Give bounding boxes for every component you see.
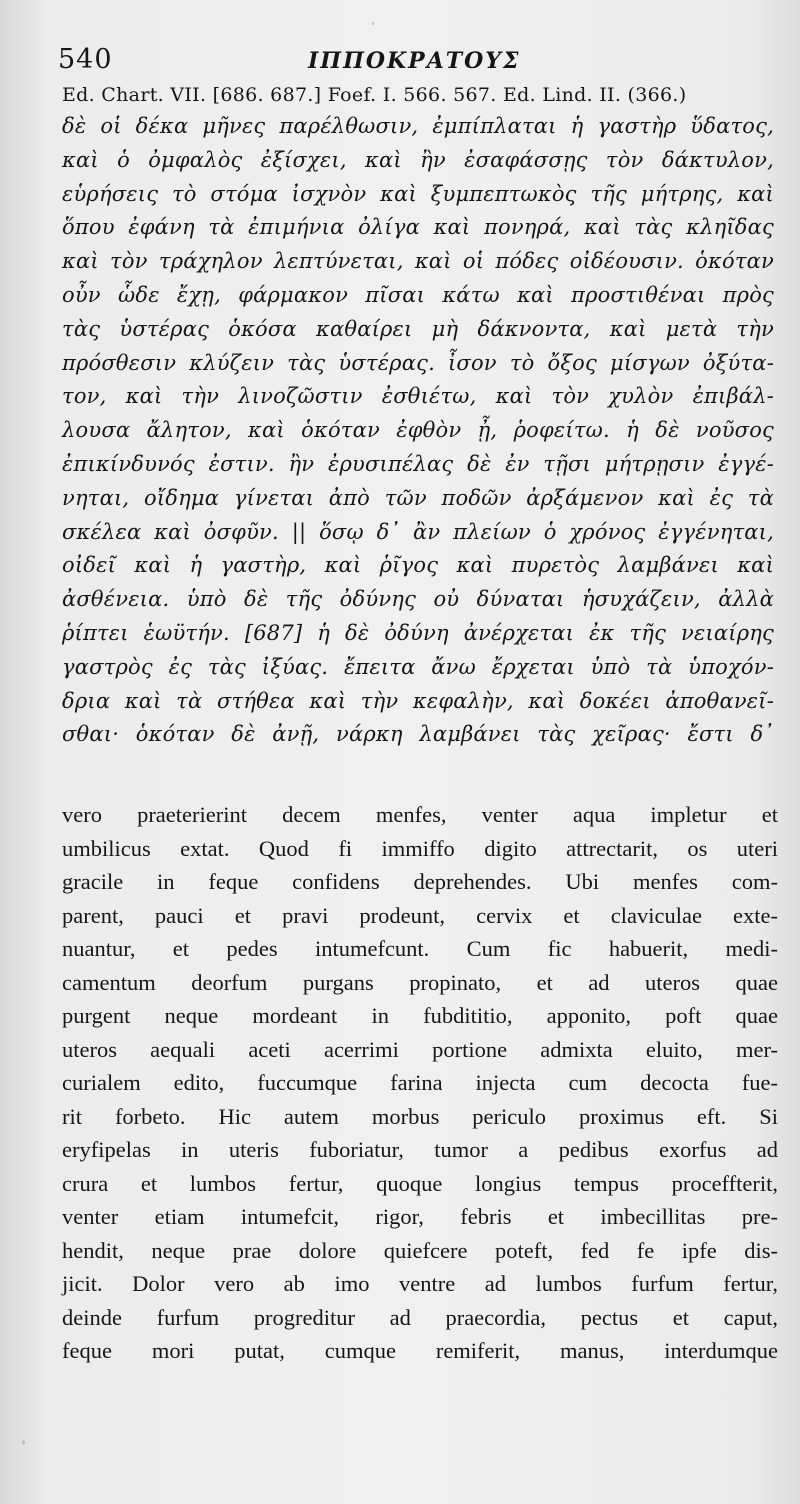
greek-line: σκέλεα καὶ ὀσφῦν. || ὅσῳ δ᾽ ἂν πλείων ὁ χρόνος ἐγγένηται, [62, 519, 774, 544]
greek-line: εὑρήσεις τὸ στόμα ἰσχνὸν καὶ ξυμπεπτωκὸς τῆς μήτρης, καὶ [62, 181, 774, 206]
latin-line: purgent neque mordeant in fubdititio, apponito, poft quae [62, 1003, 778, 1028]
greek-line: ῥίπτει ἑωϋτήν. [687] ἡ δὲ ὀδύνη ἀνέρχεται ἐκ τῆς νειαίρης [62, 620, 774, 645]
latin-text-block [62, 798, 778, 1368]
greek-line: ἀσθένεια. ὑπὸ δὲ τῆς ὀδύνης οὐ δύναται ἡσυχάζειν, ἀλλὰ [62, 587, 774, 612]
latin-line: curialem edito, fuccumque farina injecta cum decocta fue- [62, 1070, 778, 1095]
greek-line: νηται, οἴδημα γίνεται ἀπὸ τῶν ποδῶν ἀρξάμενον καὶ ἐς τὰ [62, 485, 774, 510]
greek-line: ὅπου ἐφάνη τὰ ἐπιμήνια ὀλίγα καὶ πονηρά, καὶ τὰς κληῖδας [62, 215, 774, 240]
edition-reference: Ed. Chart. VII. [686. 687.] Foef. I. 566. 567. Ed. Lind. II. (366.) [62, 84, 687, 106]
page-header [58, 38, 770, 78]
latin-line: uteros aequali aceti acerrimi portione admixta eluito, mer- [62, 1036, 778, 1062]
greek-line: τον, καὶ τὴν λινοζῶστιν ἐσθιέτω, καὶ τὸν χυλὸν ἐπιβάλ- [62, 384, 774, 409]
latin-line: vero praeterierint decem menfes, venter aqua impletur et [62, 802, 778, 827]
greek-line: οἰδεῖ καὶ ἡ γαστὴρ, καὶ ῥῖγος καὶ πυρετὸς λαμβάνει καὶ [62, 553, 774, 578]
latin-line: crura et lumbos fertur, quoque longius tempus proceffterit, [62, 1170, 778, 1196]
latin-line: rit forbeto. Hic autem morbus periculo proximus eft. Si [62, 1103, 778, 1129]
latin-line: jicit. Dolor vero ab imo ventre ad lumbos furfum fertur, [62, 1271, 778, 1296]
latin-line: eryfipelas in uteris fuboriatur, tumor a pedibus exorfus ad [62, 1137, 778, 1162]
page-number: 540 [58, 44, 113, 75]
latin-line: camentum deorfum purgans propinato, et ad uteros quae [62, 969, 778, 995]
greek-line: καὶ τὸν τράχηλον λεπτύνεται, καὶ οἱ πόδες οἰδέουσιν. ὁκόταν [62, 249, 774, 274]
latin-line: parent, pauci et pravi prodeunt, cervix et claviculae exte- [62, 902, 778, 928]
running-title: ΙΠΠΟΚΡΑΤΟΥΣ [308, 48, 521, 74]
latin-line: nuantur, et pedes intumefcunt. Cum fic habuerit, medi- [62, 936, 778, 961]
greek-line: σθαι· ὁκόταν δὲ ἀνῇ, νάρκη λαμβάνει τὰς χεῖρας· ἔστι δ᾽ [62, 722, 774, 747]
greek-line: δὲ οἱ δέκα μῆνες παρέλθωσιν, ἐμπίπλαται ἡ γαστὴρ ὕδατος, [62, 114, 774, 138]
paper-blemish [372, 22, 374, 25]
greek-line: ἐπικίνδυνός ἐστιν. ἢν ἐρυσιπέλας δὲ ἐν τῇσι μήτρῃσιν ἐγγέ- [62, 451, 774, 476]
greek-line: τὰς ὑστέρας ὁκόσα καθαίρει μὴ δάκνοντα, καὶ μετὰ τὴν [62, 316, 774, 341]
latin-line: umbilicus extat. Quod fi immiffo digito attrectarit, os uteri [62, 835, 778, 861]
greek-line: δρια καὶ τὰ στήθεα καὶ τὴν κεφαλὴν, καὶ δοκέει ἀποθανεῖ- [62, 688, 774, 713]
latin-line: feque mori putat, cumque remiferit, manus, interdumque [62, 1338, 778, 1363]
greek-line: λουσα ἄλητον, καὶ ὁκόταν ἐφθὸν ᾖ, ῥοφείτω. ἡ δὲ νοῦσος [62, 418, 774, 443]
greek-text-block [62, 110, 774, 752]
greek-line: γαστρὸς ἐς τὰς ἰξύας. ἔπειτα ἄνω ἔρχεται ὑπὸ τὰ ὑποχόν- [62, 654, 774, 679]
latin-line: hendit, neque prae dolore quiefcere poteft, fed fe ipfe dis- [62, 1237, 778, 1263]
latin-line: gracile in feque confidens deprehendes. Ubi menfes com- [62, 869, 778, 894]
latin-line: deinde furfum progreditur ad praecordia, pectus et caput, [62, 1304, 778, 1330]
paper-blemish [22, 1440, 25, 1445]
greek-line: οὖν ὧδε ἔχῃ, φάρμακον πῖσαι κάτω καὶ προστιθέναι πρὸς [62, 282, 774, 307]
greek-line: πρόσθεσιν κλύζειν τὰς ὑστέρας. ἶσον τὸ ὄξος μίσγων ὀξύτα- [62, 350, 774, 375]
latin-line: venter etiam intumefcit, rigor, febris et imbecillitas pre- [62, 1204, 778, 1229]
greek-line: καὶ ὁ ὀμφαλὸς ἐξίσχει, καὶ ἢν ἐσαφάσσῃς τὸν δάκτυλον, [62, 147, 774, 172]
